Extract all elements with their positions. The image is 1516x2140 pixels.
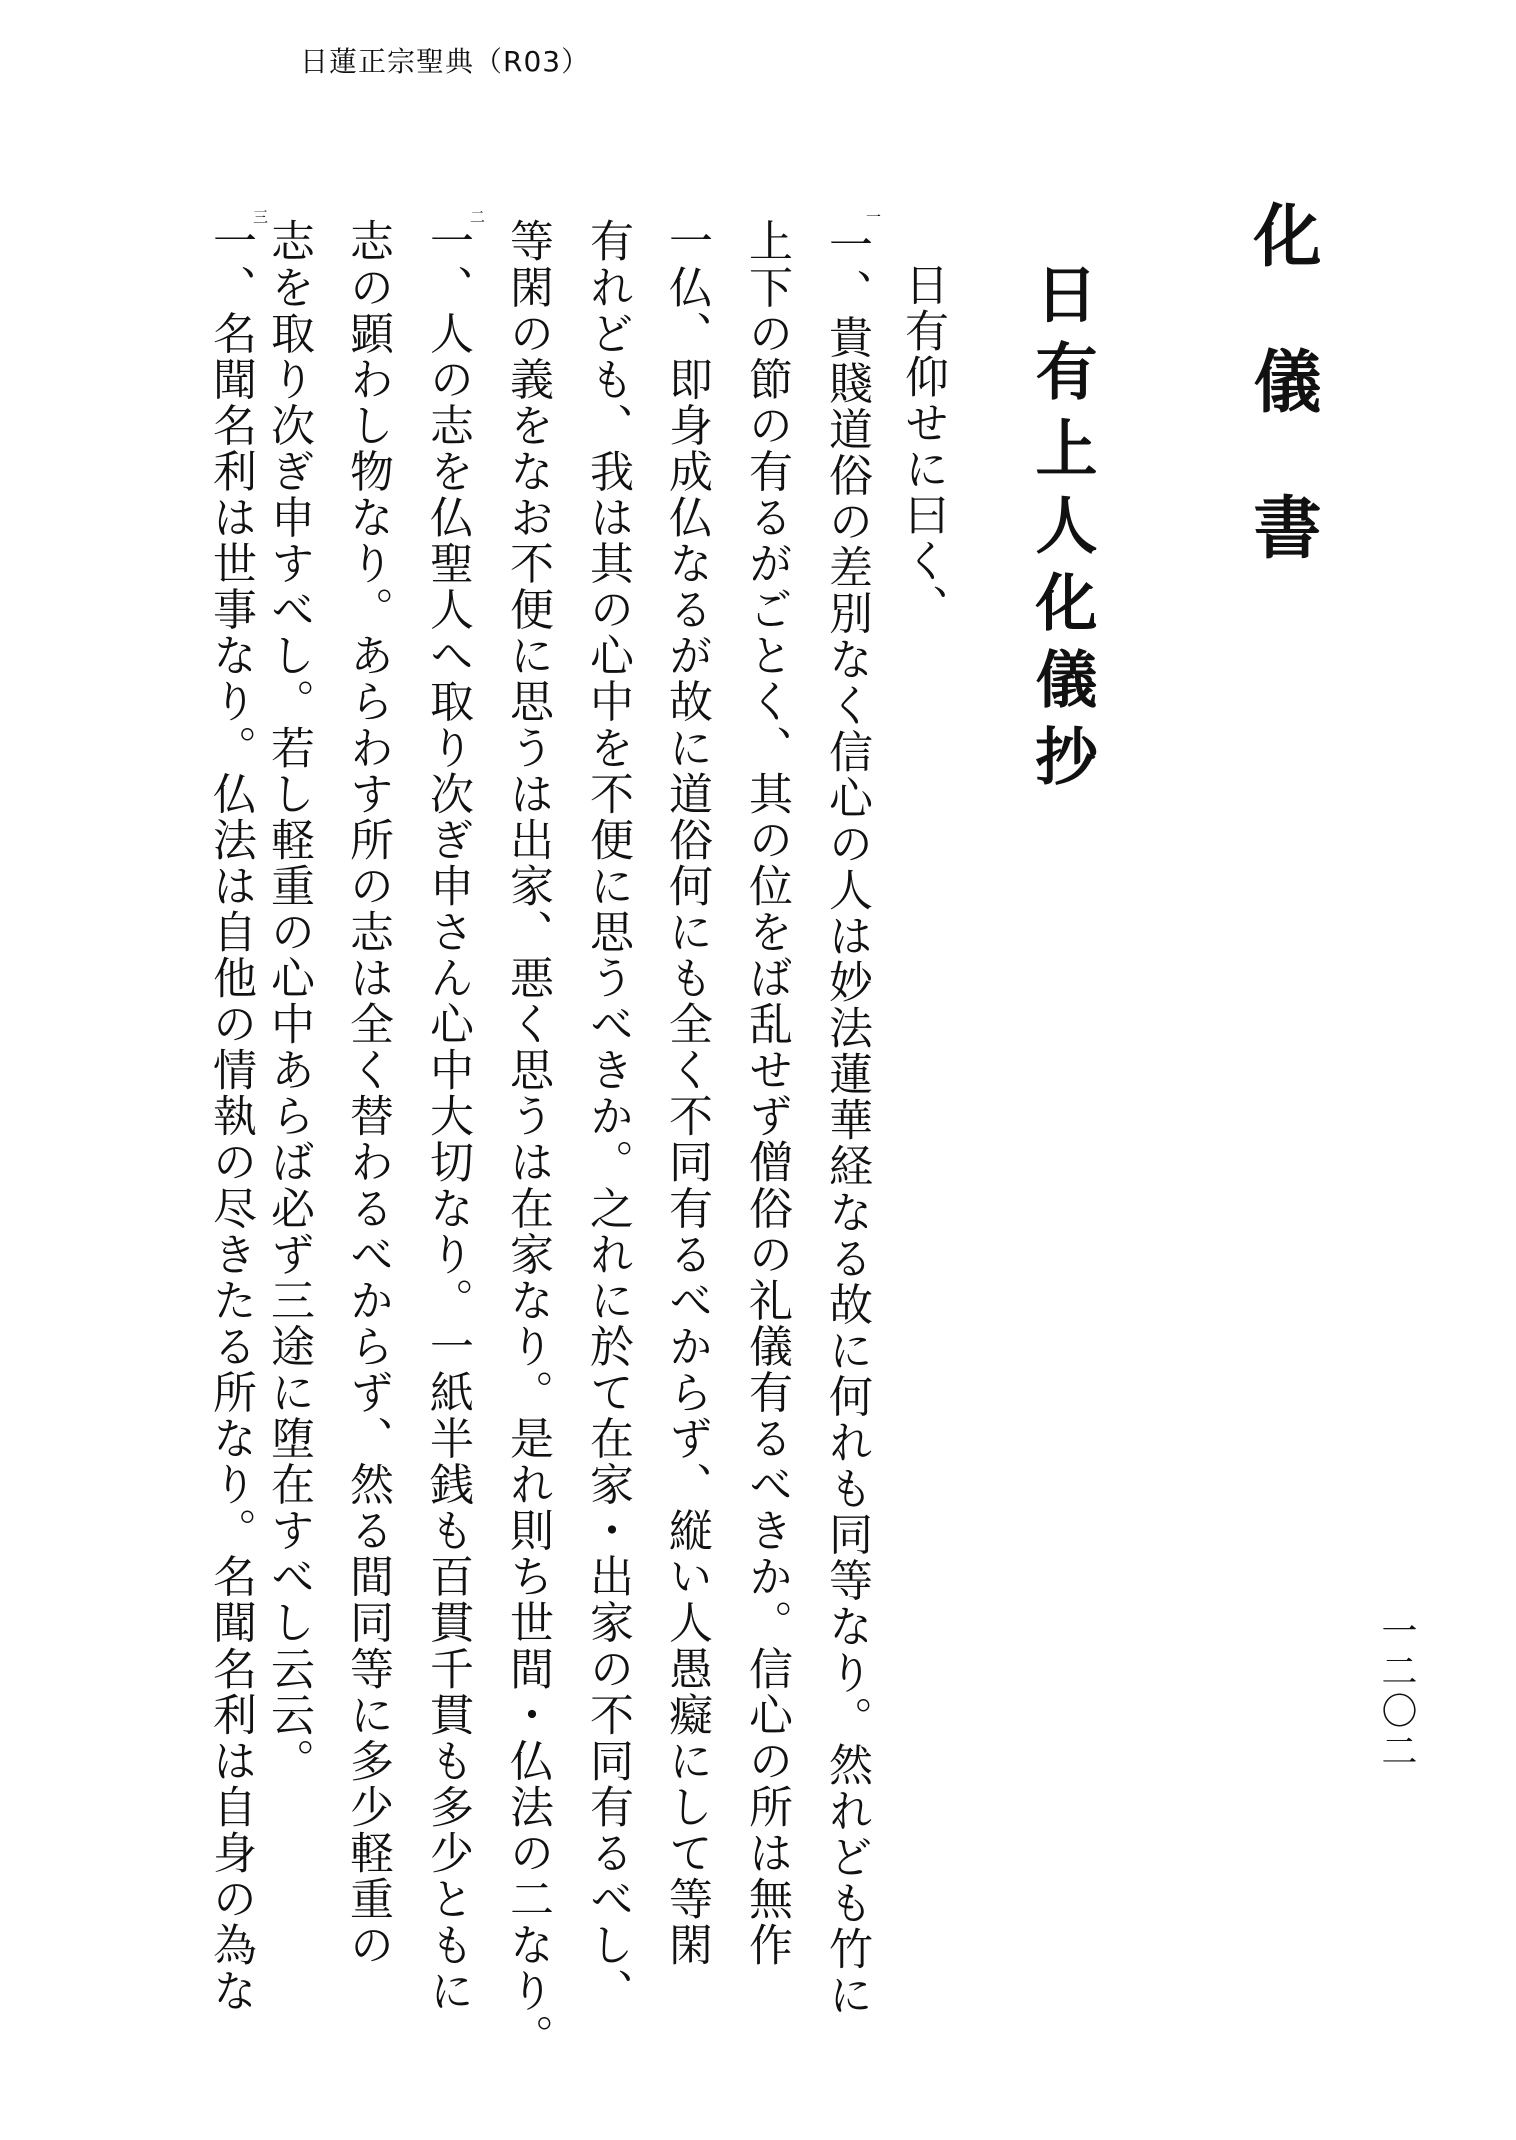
intro-line: 日有仰せに曰く、: [897, 262, 948, 630]
item-number-1: 一: [866, 208, 882, 226]
text-line-7: 志の顕わし物なり。あらわす所の志は全く替わるべからず、然る間同等に多少軽重の: [342, 218, 393, 1968]
item-number-3: 三: [253, 208, 269, 226]
page-number: 一二〇二: [1376, 1612, 1417, 1772]
text-line-8: 志を取り次ぎ申すべし。若し軽重の心中あらば必ず三途に堕在すべし云云。: [263, 218, 314, 1784]
text-line-9: 一、名聞名利は世事なり。仏法は自他の情執の尽きたる所なり。名聞名利は自身の為な: [205, 218, 256, 2014]
text-line-1: 一、貴賤道俗の差別なく信心の人は妙法蓮華経なる故に何れも同等なり。然れども竹に: [821, 222, 872, 2018]
text-line-3: 一仏、即身成仏なるが故に道俗何にも全く不同有るべからず、縦い人愚癡にして等閑: [661, 218, 712, 1968]
text-line-5: 等閑の義をなお不便に思うは出家、悪く思うは在家なり。是れ則ち世間・仏法の二なり。: [502, 218, 553, 2060]
item-number-2: 二: [470, 208, 486, 226]
document-subtitle: 日有上人化儀抄: [1025, 262, 1098, 801]
text-line-4: 有れども、我は其の心中を不便に思うべきか。之れに於て在家・出家の不同有るべし、: [582, 218, 633, 2014]
text-line-6: 一、人の志を仏聖人へ取り次ぎ申さん心中大切なり。一紙半銭も百貫千貫も多少ともに: [422, 218, 473, 2014]
running-header: 日蓮正宗聖典（R03）: [300, 45, 591, 78]
text-line-2: 上下の節の有るがごとく、其の位をば乱せず僧俗の礼儀有るべきか。信心の所は無作: [741, 218, 792, 1968]
document-title: 化儀書: [1242, 200, 1322, 638]
